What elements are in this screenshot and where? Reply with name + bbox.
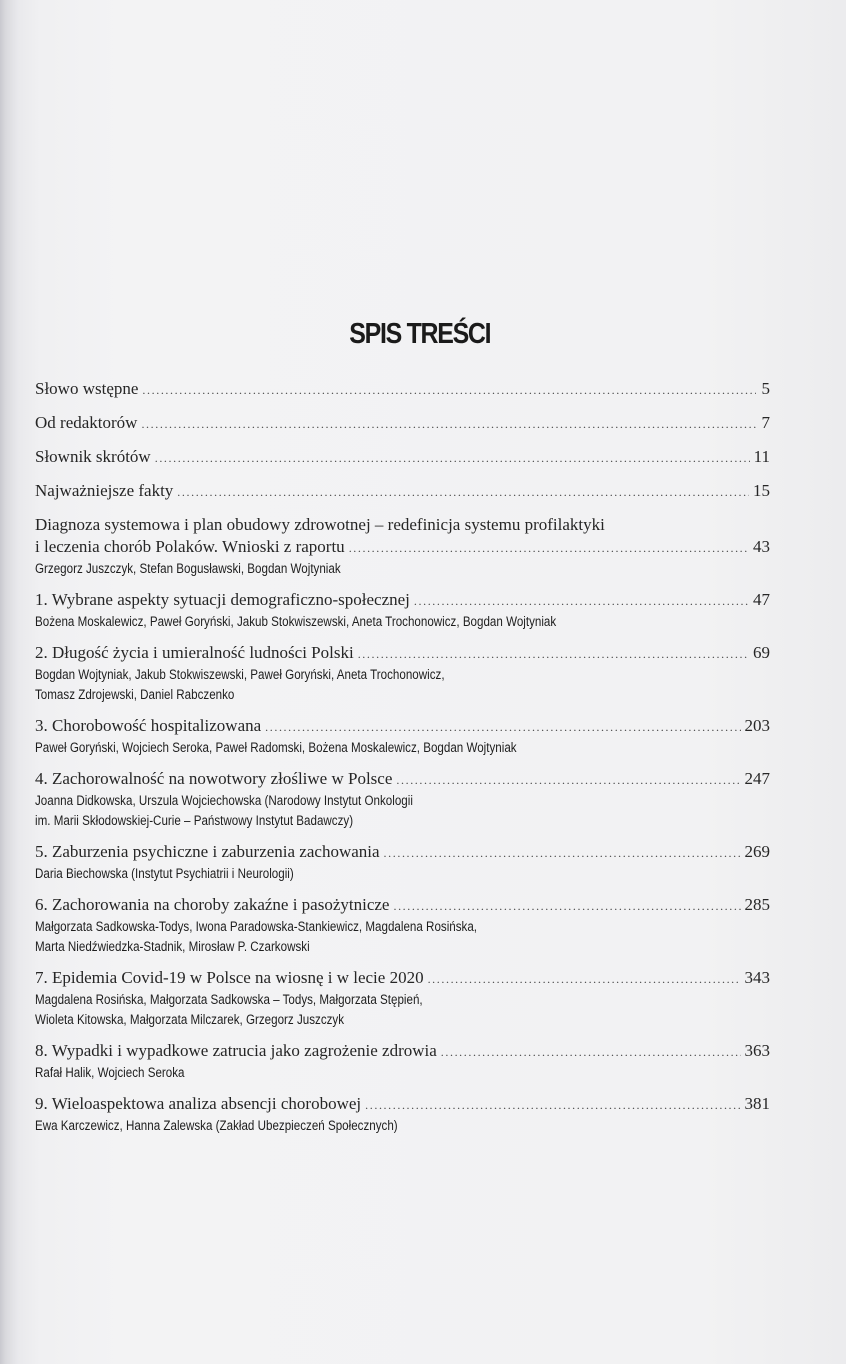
entry-authors: Joanna Didkowska, Urszula Wojciechowska (Narodowy Instytut Onkologii: [35, 793, 413, 808]
toc-entry: [35, 514, 770, 579]
entry-title: 3. Chorobowość hospitalizowana: [35, 716, 262, 735]
toc-entry: [35, 768, 770, 831]
entry-authors: Bogdan Wojtyniak, Jakub Stokwiszewski, Paweł Goryński, Aneta Trochonowicz,: [35, 667, 445, 682]
entry-authors: Grzegorz Juszczyk, Stefan Bogusławski, Bogdan Wojtyniak: [35, 561, 341, 576]
entry-page-number: 5: [761, 379, 770, 398]
entry-authors: Bożena Moskalewicz, Paweł Goryński, Jakub Stokwiszewski, Aneta Trochonowicz, Bogdan Wojtyniak: [35, 614, 557, 629]
entry-title-line1: Diagnoza systemowa i plan obudowy zdrowotnej – redefinicja systemu profilaktyki: [35, 515, 605, 534]
entry-authors: im. Marii Skłodowskiej-Curie – Państwowy Instytut Badawczy): [35, 813, 354, 828]
entry-page-number: 343: [744, 968, 770, 987]
dot-leader: [365, 1094, 740, 1116]
entry-authors: Daria Biechowska (Instytut Psychiatrii i Neurologii): [35, 866, 294, 881]
dot-leader: [141, 413, 756, 435]
dot-leader: [393, 895, 740, 917]
dot-leader: [265, 716, 740, 738]
entry-page-number: 69: [753, 643, 770, 662]
toc-entry: [35, 412, 770, 435]
entry-title: 5. Zaburzenia psychiczne i zaburzenia zachowania: [35, 842, 380, 861]
entry-title: 2. Długość życia i umieralność ludności Polski: [35, 643, 354, 662]
entry-authors: Marta Niedźwiedzka-Stadnik, Mirosław P. Czarkowski: [35, 939, 310, 954]
entry-authors: Wioleta Kitowska, Małgorzata Milczarek, Grzegorz Juszczyk: [35, 1012, 345, 1027]
entry-title: 1. Wybrane aspekty sytuacji demograficzno-społecznej: [35, 590, 410, 609]
entry-title: i leczenia chorób Polaków. Wnioski z raportu: [35, 537, 345, 556]
entry-authors: Rafał Halik, Wojciech Seroka: [35, 1065, 185, 1080]
entry-title: 7. Epidemia Covid-19 w Polsce na wiosnę i w lecie 2020: [35, 968, 424, 987]
toc-entry: [35, 446, 770, 469]
entry-page-number: 203: [744, 716, 770, 735]
dot-leader: [428, 968, 741, 990]
entry-title: Słownik skrótów: [35, 447, 151, 466]
dot-leader: [349, 537, 749, 559]
entry-title: Słowo wstępne: [35, 379, 139, 398]
dot-leader: [177, 481, 749, 503]
entry-page-number: 11: [753, 447, 770, 466]
entry-title: Od redaktorów: [35, 413, 138, 432]
toc-entry: [35, 480, 770, 503]
dot-leader: [414, 590, 749, 612]
dot-leader: [396, 769, 740, 791]
dot-leader: [441, 1041, 741, 1063]
entry-authors: Magdalena Rosińska, Małgorzata Sadkowska – Todys, Małgorzata Stępień,: [35, 992, 423, 1007]
entry-page-number: 269: [744, 842, 770, 861]
entry-page-number: 363: [744, 1041, 770, 1060]
entry-title: 6. Zachorowania na choroby zakaźne i pasożytnicze: [35, 895, 390, 914]
toc-entry: [35, 1040, 770, 1083]
toc-entry: [35, 894, 770, 957]
table-of-contents: [35, 378, 770, 1146]
entry-page-number: 285: [744, 895, 770, 914]
entry-page-number: 47: [753, 590, 770, 609]
dot-leader: [358, 643, 749, 665]
toc-entry: [35, 715, 770, 758]
entry-page-number: 15: [753, 481, 770, 500]
entry-authors: Małgorzata Sadkowska-Todys, Iwona Paradowska-Stankiewicz, Magdalena Rosińska,: [35, 919, 478, 934]
toc-entry: [35, 642, 770, 705]
dot-leader: [384, 842, 741, 864]
entry-title: 4. Zachorowalność na nowotwory złośliwe w Polsce: [35, 769, 393, 788]
entry-authors: Ewa Karczewicz, Hanna Zalewska (Zakład Ubezpieczeń Społecznych): [35, 1118, 398, 1133]
dot-leader: [155, 447, 750, 469]
toc-entry: [35, 1093, 770, 1136]
entry-authors: Paweł Goryński, Wojciech Seroka, Paweł Radomski, Bożena Moskalewicz, Bogdan Wojtyniak: [35, 740, 517, 755]
page-title: SPIS TREŚCI: [349, 318, 491, 350]
entry-page-number: 7: [761, 413, 770, 432]
entry-title: Najważniejsze fakty: [35, 481, 174, 500]
entry-title: 8. Wypadki i wypadkowe zatrucia jako zagrożenie zdrowia: [35, 1041, 437, 1060]
toc-entry: [35, 967, 770, 1030]
entry-page-number: 247: [744, 769, 770, 788]
toc-entry: [35, 841, 770, 884]
entry-page-number: 43: [753, 537, 770, 556]
dot-leader: [142, 379, 756, 401]
toc-entry: [35, 378, 770, 401]
entry-title: 9. Wieloaspektowa analiza absencji chorobowej: [35, 1094, 362, 1113]
toc-entry: [35, 589, 770, 632]
entry-authors: Tomasz Zdrojewski, Daniel Rabczenko: [35, 687, 235, 702]
entry-page-number: 381: [744, 1094, 770, 1113]
